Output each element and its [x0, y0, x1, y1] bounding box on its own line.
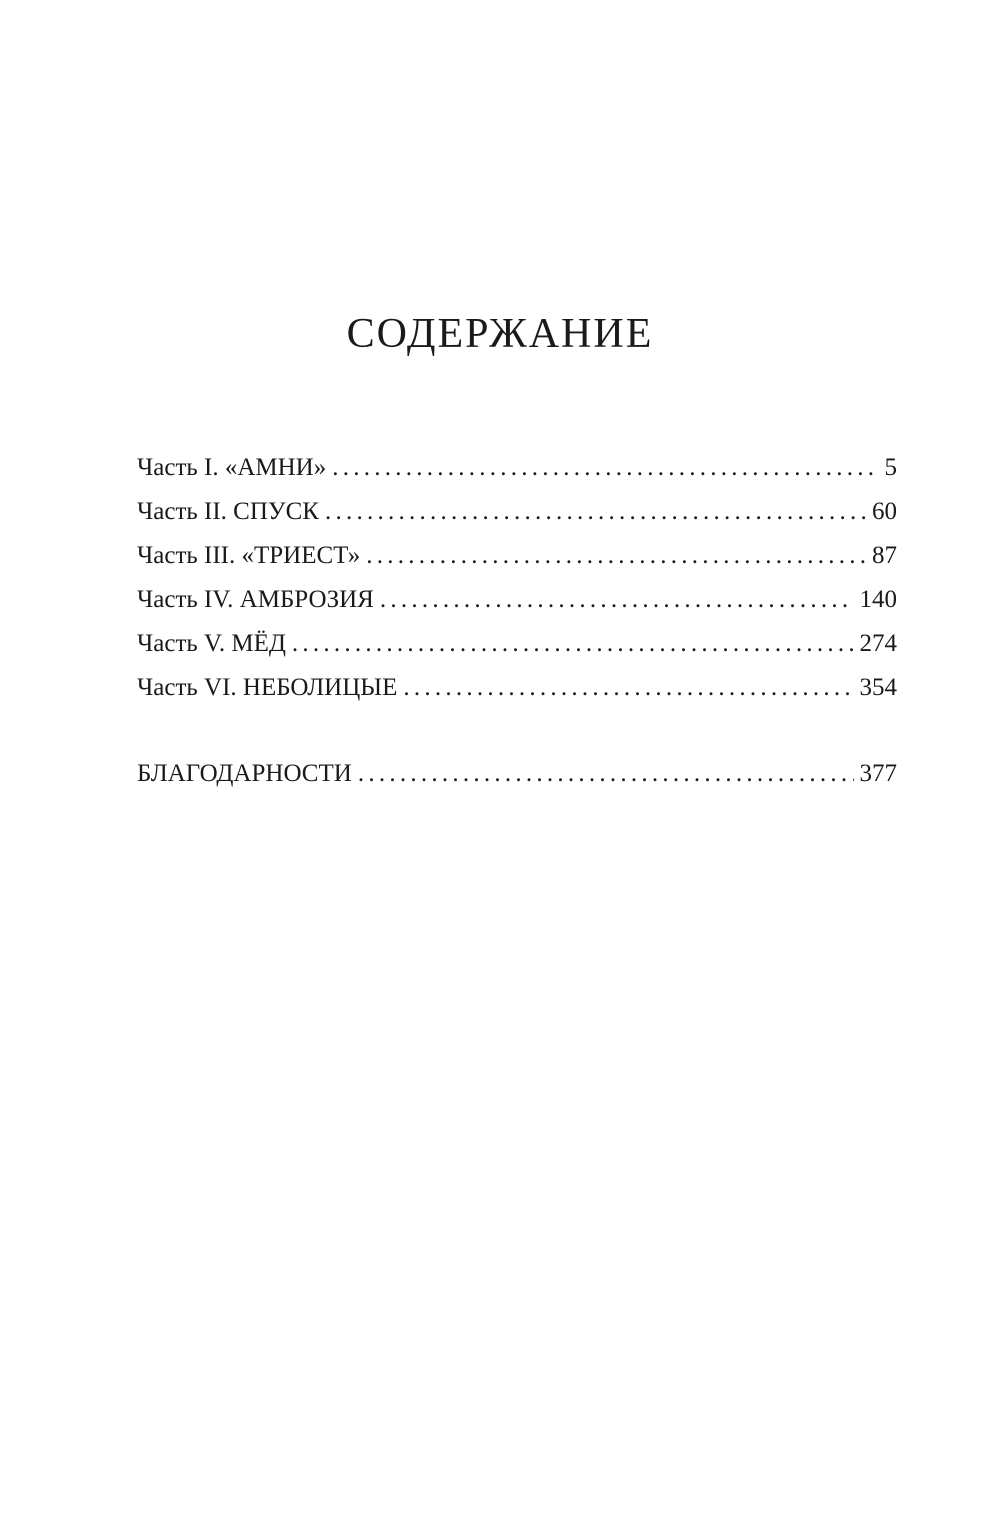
toc-entry-page: 377 [859, 760, 897, 787]
toc-entry-part-1 [137, 446, 897, 490]
toc-entry-part-6 [137, 666, 897, 710]
table-of-contents [137, 446, 897, 796]
toc-entry-label: Часть II. СПУСК [137, 498, 319, 525]
toc-entry-part-2 [137, 490, 897, 534]
toc-entry-label: Часть I. «АМНИ» [137, 454, 327, 481]
toc-entry-label: Часть VI. НЕБОЛИЦЫЕ [137, 674, 398, 701]
dot-leader [332, 446, 878, 490]
dot-leader [325, 490, 866, 534]
toc-entry-page: 87 [872, 542, 897, 569]
dot-leader [358, 752, 854, 796]
page-title: СОДЕРЖАНИЕ [346, 311, 654, 357]
toc-entry-acknowledgements [137, 752, 897, 796]
toc-entry-page: 354 [859, 674, 897, 701]
toc-entry-part-3 [137, 534, 897, 578]
toc-entry-label: БЛАГОДАРНОСТИ [137, 760, 352, 787]
dot-leader [292, 622, 854, 666]
toc-entry-page: 5 [884, 454, 897, 481]
toc-entry-label: Часть V. МЁД [137, 630, 286, 657]
toc-entry-page: 274 [859, 630, 897, 657]
toc-entry-page: 60 [872, 498, 897, 525]
toc-entry-part-5 [137, 622, 897, 666]
toc-entry-page: 140 [859, 586, 897, 613]
dot-leader [403, 666, 853, 710]
toc-entry-part-4 [137, 578, 897, 622]
dot-leader [380, 578, 854, 622]
toc-entry-label: Часть III. «ТРИЕСТ» [137, 542, 361, 569]
toc-entry-label: Часть IV. АМБРОЗИЯ [137, 586, 374, 613]
dot-leader [366, 534, 866, 578]
